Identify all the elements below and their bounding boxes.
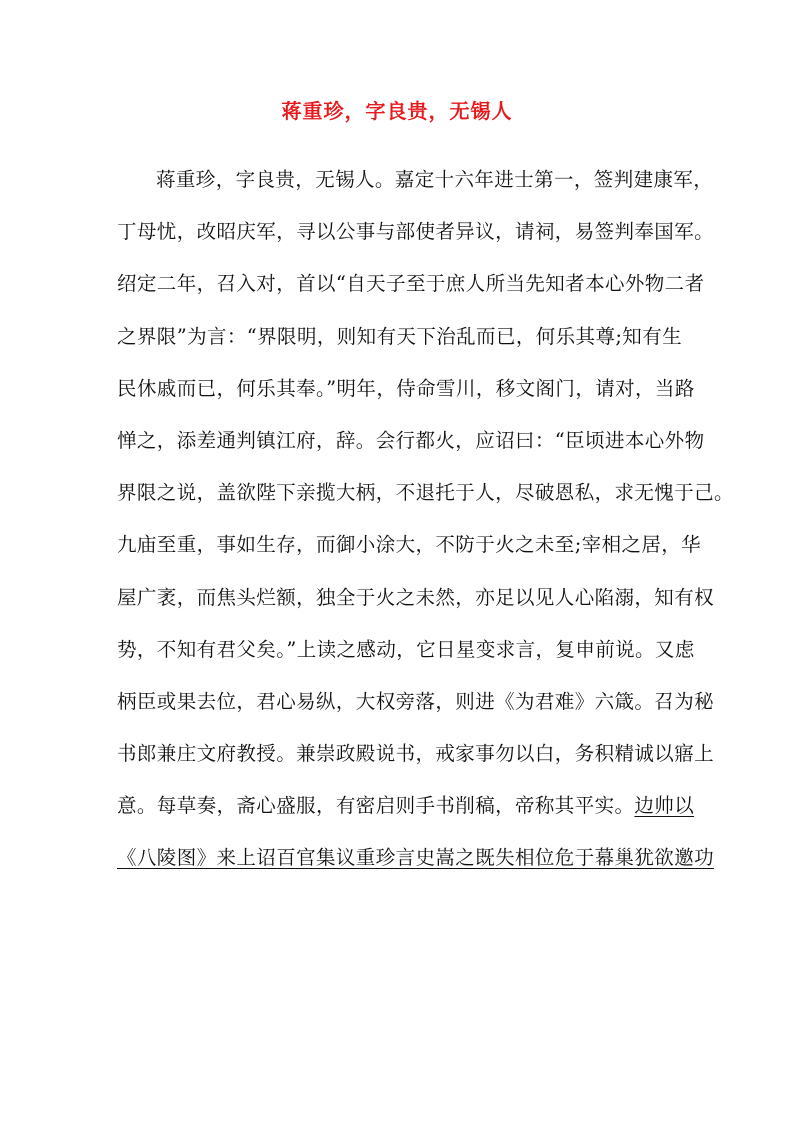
body-line: 蒋重珍，字良贵，无锡人。嘉定十六年进士第一，签判建康军， [156,168,714,191]
body-line-mixed [117,784,695,836]
body-line-plain-part: 意。每草奏，斋心盛服，有密启则手书削稿，帝称其平实。 [117,794,635,818]
body-line: 屋广袤，而焦头烂额，独全于火之未然，亦足以见人心陷溺，知有权 [117,585,715,609]
body-line: 之界限”为言：“界限明，则知有天下治乱而已，何乐其尊;知有生 [117,324,683,348]
body-line: 民休戚而已，何乐其奉。”明年，侍命雪川，移文阁门，请对，当路 [117,376,695,400]
body-line: 惮之，添差通判镇江府，辞。会行都火，应诏曰：“臣顷进本心外物 [117,428,705,452]
document-body [117,158,734,889]
body-line: 书郎兼庄文府教授。兼崇政殿说书，戒家事勿以白，务积精诚以寤上 [117,742,715,766]
body-line: 势，不知有君父矣。”上读之感动，它日星变求言，复申前说。又虑 [117,637,695,661]
body-line-underlined-part: 《八陵图》来上诏百官集议重珍言史嵩之既失相位危于幕巢犹欲邀功 [117,846,715,870]
body-line-underlined-part: 边帅以 [634,794,695,818]
body-line-underlined [117,836,715,888]
body-line: 绍定二年，召入对，首以“自天子至于庶人所当先知者本心外物二者 [117,272,705,296]
body-line: 界限之说，盖欲陛下亲揽大柄，不退托于人，尽破恩私，求无愧于己。 [117,481,734,505]
document-title: 蒋重珍，字良贵，无锡人 [281,99,513,123]
body-line: 柄臣或果去位，君心易纵，大权旁落，则进《为君难》六箴。召为秘 [117,689,715,713]
body-line: 九庙至重，事如生存，而御小涂大，不防于火之未至;宰相之居，华 [117,533,702,557]
body-line: 丁母忧，改昭庆军，寻以公事与部使者异议，请祠，易签判奉国军。 [117,220,715,244]
